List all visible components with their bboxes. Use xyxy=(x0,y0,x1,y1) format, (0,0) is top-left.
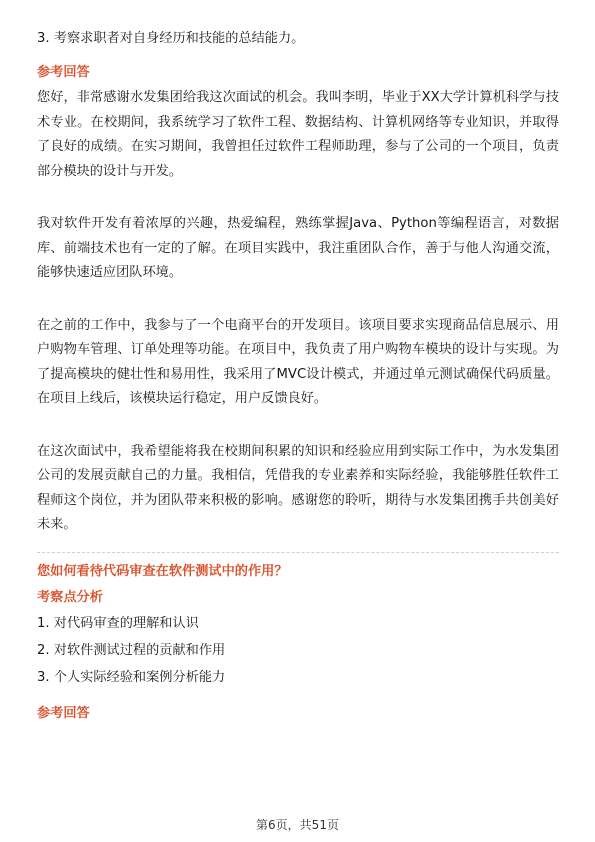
answer-paragraph-4: 在这次面试中，我希望能将我在校期间积累的知识和经验应用到实际工作中，为水发集团公司的发展贡献自己的力量。我相信，凭借我的专业素养和实际经验，我能够胜任软件工程师这个岗位，并为团队带来积极的影响。感谢您的聆听，期待与水发集团携手共创美好未来。 xyxy=(37,443,559,532)
section-divider xyxy=(37,552,559,553)
analysis-heading: 考察点分析 xyxy=(37,589,103,605)
answer-paragraph-3: 在之前的工作中，我参与了一个电商平台的开发项目。该项目要求实现商品信息展示、用户购物车管理、订单处理等功能。在项目中，我负责了用户购物车模块的设计与实现。为了提高模块的健壮性和易用性，我采用了MVC设计模式，并通过单元测试确保代码质量。在项目上线后，该模块运行稳定，用户反馈良好。 xyxy=(37,317,559,406)
answer-paragraph-1: 您好，非常感谢水发集团给我这次面试的机会。我叫李明，毕业于XX大学计算机科学与技术专业。在校期间，我系统学习了软件工程、数据结构、计算机网络等专业知识，并取得了良好的成绩。在实习期间，我曾担任过软件工程师助理，参与了公司的一个项目，负责部分模块的设计与开发。 xyxy=(37,90,559,179)
analysis-point-3: 3. 考察求职者对自身经历和技能的总结能力。 xyxy=(37,31,305,46)
analysis-point-2: 2. 对软件测试过程的贡献和作用 xyxy=(37,642,226,658)
analysis-point-1: 1. 对代码审查的理解和认识 xyxy=(37,615,199,631)
analysis-point-3-next: 3. 个人实际经验和案例分析能力 xyxy=(37,669,226,685)
page-number: 第6页，共51页 xyxy=(256,818,339,832)
question-title: 您如何看待代码审查在软件测试中的作用？ xyxy=(37,563,288,579)
page-content xyxy=(37,28,559,725)
reference-answer-heading-next: 参考回答 xyxy=(37,705,90,721)
reference-answer-heading: 参考回答 xyxy=(37,65,90,80)
answer-paragraph-2: 我对软件开发有着浓厚的兴趣，热爱编程，熟练掌握Java、Python等编程语言，对数据库、前端技术也有一定的了解。在项目实践中，我注重团队合作，善于与他人沟通交流，能够快速适应团队环境。 xyxy=(37,216,559,280)
